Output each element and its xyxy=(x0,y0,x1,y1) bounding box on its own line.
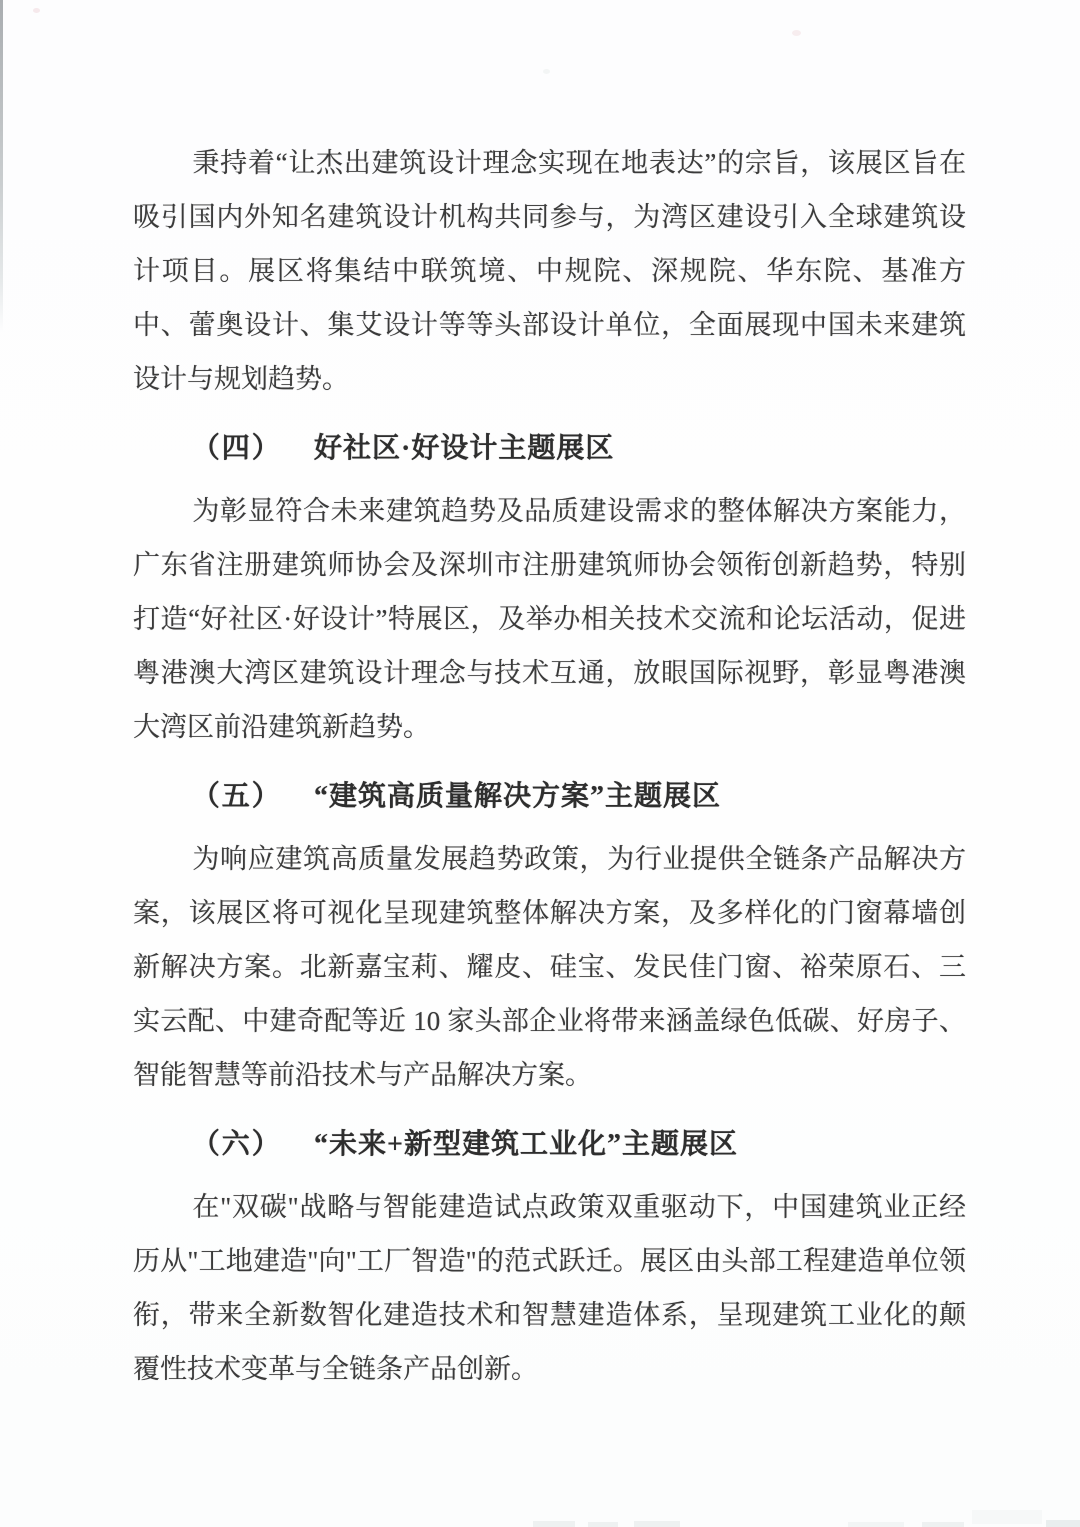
scan-artifact-speck xyxy=(33,8,40,13)
paragraph: 在"双碳"战略与智能建造试点政策双重驱动下，中国建筑业正经历从"工地建造"向"工厂智造"的范式跃迁。展区由头部工程建造单位领衔，带来全新数智化建造技术和智慧建造体系，呈现建筑工业化的颠覆性技术变革与全链条产品创新。 xyxy=(133,1192,966,1384)
scan-artifact-bottom-smudge xyxy=(588,1522,618,1527)
heading-title: 好社区·好设计主题展区 xyxy=(314,433,615,464)
scan-artifact-bottom-smudge xyxy=(922,1522,964,1527)
section-heading xyxy=(133,422,966,476)
section-heading xyxy=(133,770,966,824)
heading-number: （六） xyxy=(191,1129,282,1160)
paragraph: 秉持着“让杰出建筑设计理念实现在地表达”的宗旨，该展区旨在吸引国内外知名建筑设计机构共同参与，为湾区建设引入全球建筑设计项目。展区将集结中联筑境、中规院、深规院、华东院、基准方中、蕾奥设计、集艾设计等等头部设计单位，全面展现中国未来建筑设计与规划趋势。 xyxy=(133,148,966,394)
scan-artifact-bottom-smudge xyxy=(533,1521,575,1527)
document-content xyxy=(133,136,966,1396)
scan-artifact-left-edge xyxy=(0,0,3,332)
scan-artifact-bottom-smudge xyxy=(1046,1520,1080,1527)
scan-artifact-speck xyxy=(792,30,801,36)
heading-number: （四） xyxy=(191,433,282,464)
paragraph: 为响应建筑高质量发展趋势政策，为行业提供全链条产品解决方案，该展区将可视化呈现建筑整体解决方案，及多样化的门窗幕墙创新解决方案。北新嘉宝莉、耀皮、硅宝、发民佳门窗、裕荣原石、三实云配、中建奇配等近 10 家头部企业将带来涵盖绿色低碳、好房子、智能智慧等前沿技术与产品解决方案。 xyxy=(133,844,966,1090)
scan-artifact-bottom-smudge xyxy=(972,1510,1042,1524)
paragraph: 为彰显符合未来建筑趋势及品质建设需求的整体解决方案能力，广东省注册建筑师协会及深圳市注册建筑师协会领衔创新趋势，特别打造“好社区·好设计”特展区，及举办相关技术交流和论坛活动，促进粤港澳大湾区建筑设计理念与技术互通，放眼国际视野，彰显粤港澳大湾区前沿建筑新趋势。 xyxy=(133,496,966,742)
heading-title: “建筑高质量解决方案”主题展区 xyxy=(314,781,722,812)
scan-artifact-bottom-smudge xyxy=(848,1522,904,1527)
scan-artifact-bottom-smudge xyxy=(634,1521,680,1527)
heading-title: “未来+新型建筑工业化”主题展区 xyxy=(314,1129,738,1160)
scan-artifact-speck xyxy=(543,69,550,74)
section-heading xyxy=(133,1118,966,1172)
heading-number: （五） xyxy=(191,781,282,812)
